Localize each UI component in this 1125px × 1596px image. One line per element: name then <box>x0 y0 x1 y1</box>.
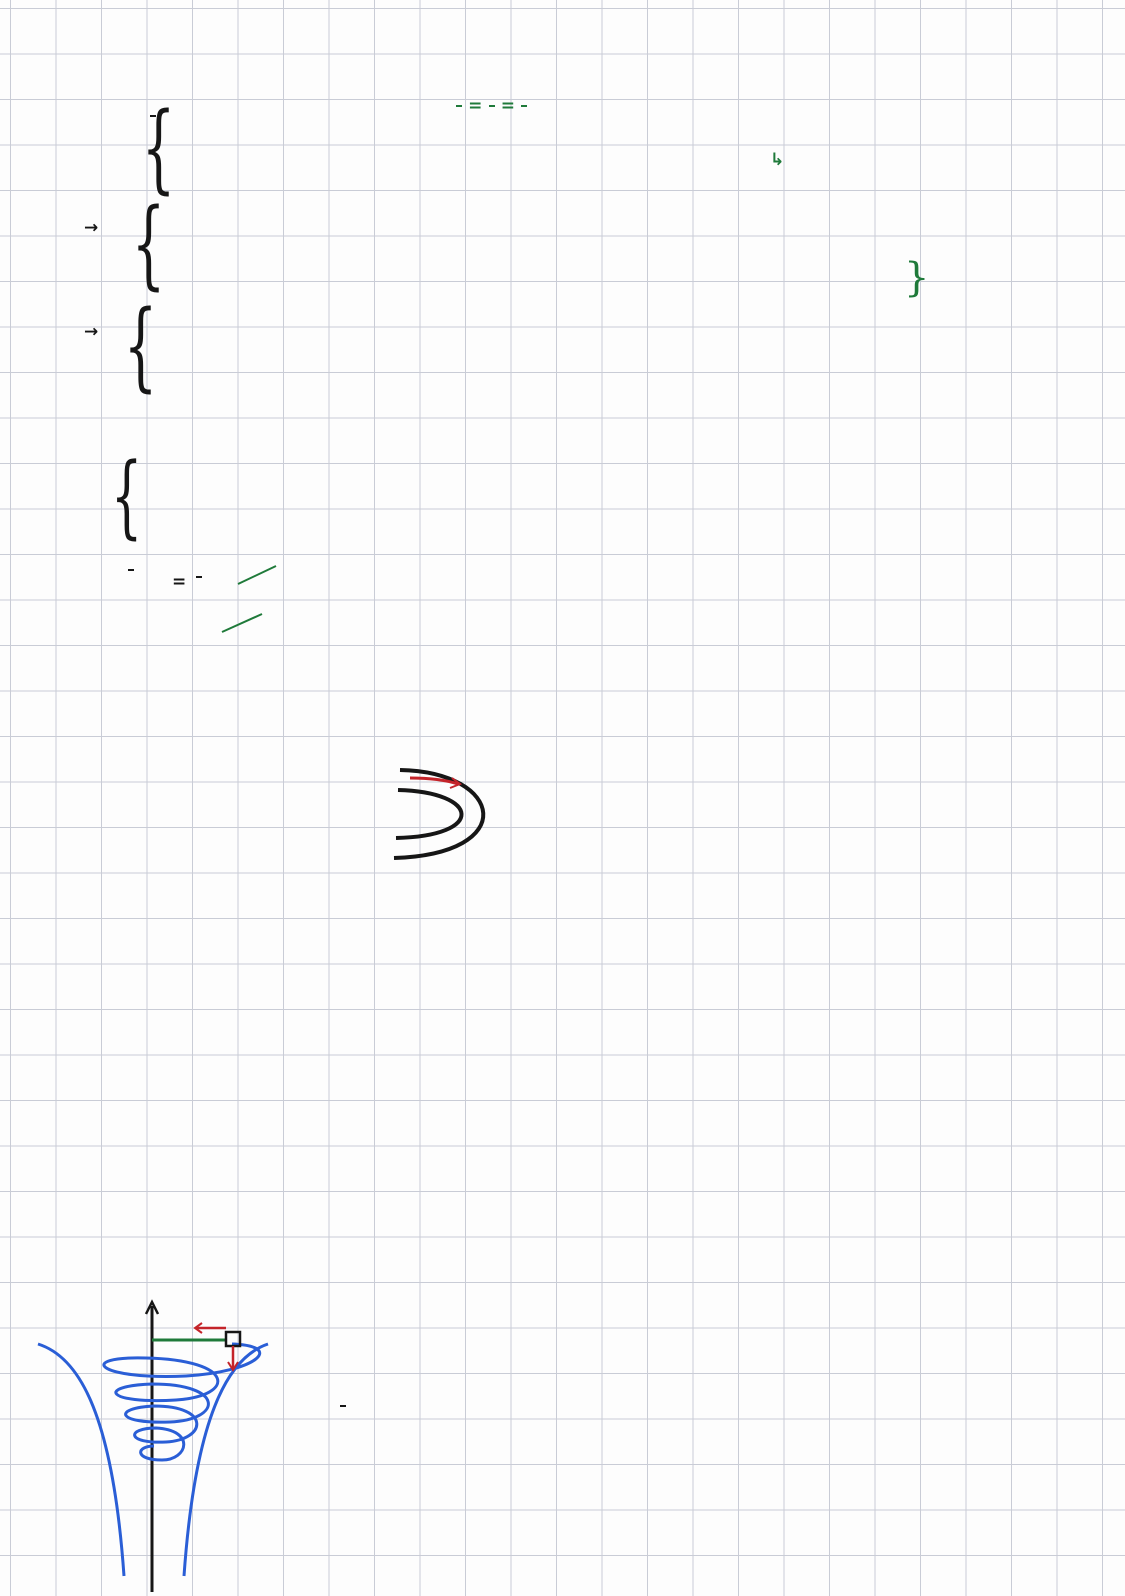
sys1-brace: { <box>141 92 176 204</box>
angular-momentum-equation <box>340 1396 346 1416</box>
funnel-right-wall <box>184 1344 268 1576</box>
funnel-left-wall <box>38 1344 124 1576</box>
pipe-outer-wall <box>394 770 483 858</box>
sys3-brace: { <box>123 290 158 402</box>
portata-brace: } <box>904 255 930 301</box>
ratio-equals-1: = <box>172 572 187 592</box>
u-pipe-drawing <box>384 766 524 876</box>
sys2-brace: { <box>131 188 166 300</box>
pipe-inner-wall <box>396 790 462 838</box>
side-note-hook: ↳ <box>770 150 785 170</box>
cancel-stroke-num <box>238 566 276 584</box>
vortex-diagram <box>36 1296 296 1596</box>
dl-dt-frac <box>340 1405 346 1407</box>
cancel-stroke-den <box>222 614 262 632</box>
sys4-brace: { <box>110 444 143 549</box>
arrow-sys3: → <box>84 322 99 342</box>
vortex-spiral <box>104 1344 260 1460</box>
newton-bracket: = = <box>456 96 527 116</box>
arrow-sys2: → <box>84 218 99 238</box>
dl-num <box>340 1405 346 1407</box>
